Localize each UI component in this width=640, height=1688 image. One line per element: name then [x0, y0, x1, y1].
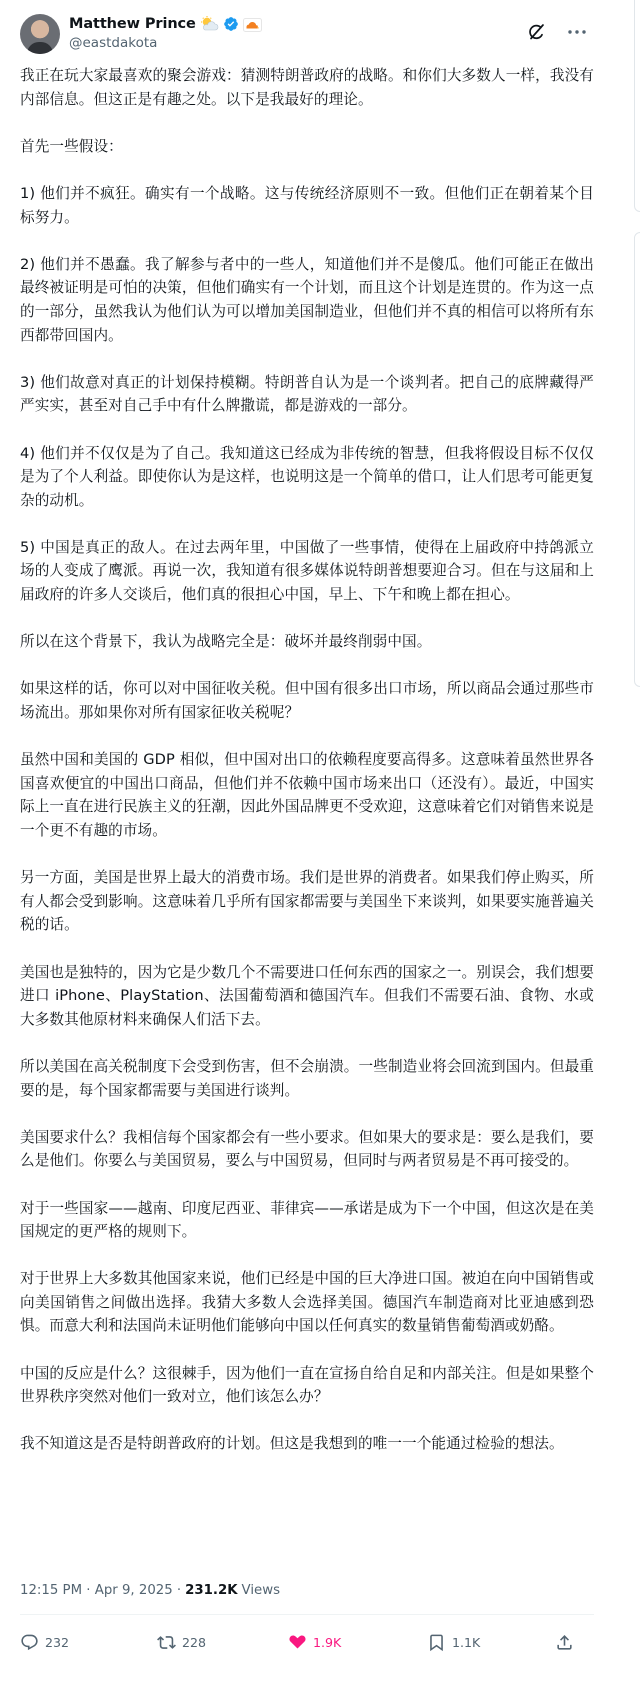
divider	[20, 1614, 594, 1615]
repost-count: 228	[182, 1634, 207, 1650]
bookmark-button[interactable]	[427, 1631, 480, 1653]
like-icon	[288, 1633, 307, 1652]
tweet-paragraph: 所以在这个背景下，我认为战略完全是：破坏并最终削弱中国。	[20, 633, 432, 651]
tweet-paragraph: 对于一些国家——越南、印度尼西亚、菲律宾——承诺是成为下一个中国，但这次是在美国规定的更严格的规则下。	[20, 1199, 594, 1241]
share-icon	[555, 1633, 574, 1652]
tweet-paragraph: 5) 中国是真正的敌人。在过去两年里，中国做了一些事情，使得在上届政府中持鸽派立场的人变成了鹰派。再说一次，我知道有很多媒体说特朗普想要迎合习。但在与这届和上届政府的许多人交谈后，他们真的很担心中国，早上、下午和晚上都在担心。	[20, 538, 594, 604]
grok-icon[interactable]	[526, 22, 546, 42]
tweet-paragraph: 中国的反应是什么？这很棘手，因为他们一直在宣扬自给自足和内部关注。但是如果整个世界秩序突然对他们一致对立，他们该怎么办？	[20, 1364, 594, 1406]
sun-behind-cloud-icon	[200, 16, 219, 32]
reply-button[interactable]	[20, 1631, 69, 1653]
tweet-paragraph: 1) 他们并不疯狂。确实有一个战略。这与传统经济原则不一致。但他们正在朝着某个目标努力。	[20, 184, 594, 226]
action-bar	[20, 1631, 594, 1653]
tweet-paragraph: 美国要求什么？我相信每个国家都会有一些小要求。但如果大的要求是：要么是我们，要么是他们。你要么与美国贸易，要么与中国贸易，但同时与两者贸易是不再可接受的。	[20, 1128, 594, 1170]
tweet-paragraph: 如果这样的话，你可以对中国征收关税。但中国有很多出口市场，所以商品会通过那些市场流出。那如果你对所有国家征收关税呢？	[20, 680, 594, 722]
reply-count: 232	[45, 1634, 70, 1650]
repost-icon	[157, 1633, 176, 1652]
reply-icon	[20, 1633, 39, 1652]
side-card	[634, 232, 640, 687]
repost-button[interactable]	[157, 1631, 206, 1653]
avatar[interactable]	[20, 14, 60, 54]
share-button[interactable]	[555, 1631, 574, 1653]
tweet-paragraph: 美国也是独特的，因为它是少数几个不需要进口任何东西的国家之一。别误会，我们想要进口 iPhone、PlayStation、法国葡萄酒和德国汽车。但我们不需要石油、食物、水或大多数其他原材料来确保人们活下去。	[20, 963, 594, 1028]
more-icon[interactable]	[566, 22, 588, 42]
tweet-meta	[20, 1580, 280, 1600]
tweet-paragraph: 对于世界上大多数其他国家来说，他们已经是中国的巨大净进口国。被迫在向中国销售或向美国销售之间做出选择。我猜大多数人会选择美国。德国汽车制造商对比亚迪感到恐惧。而意大利和法国尚未证明他们能够向中国以任何真实的数量销售葡萄酒或奶酪。	[20, 1270, 594, 1335]
tweet-paragraph: 3) 他们故意对真正的计划保持模糊。特朗普自认为是一个谈判者。把自己的底牌藏得严严实实，甚至对自己手中有什么牌撒谎，都是游戏的一部分。	[20, 373, 594, 415]
tweet-paragraph: 我正在玩大家最喜欢的聚会游戏：猜测特朗普政府的战略。和你们大多数人一样，我没有内部信息。但这正是有趣之处。以下是我最好的理论。	[20, 67, 594, 108]
tweet-header	[20, 12, 594, 58]
like-count: 1.9K	[313, 1634, 342, 1650]
tweet-paragraph: 我不知道这是否是特朗普政府的计划。但这是我想到的唯一一个能通过检验的想法。	[20, 1435, 564, 1453]
side-card	[634, 0, 640, 212]
tweet-text	[20, 64, 594, 1456]
like-button[interactable]	[288, 1631, 341, 1653]
tweet-paragraph: 4) 他们并不仅仅是为了自己。我知道这已经成为非传统的智慧，但我将假设目标不仅仅是为了个人利益。即使你认为是这样，也说明这是一个简单的借口，让人们思考可能更复杂的动机。	[20, 444, 594, 509]
verified-badge-icon[interactable]	[223, 16, 239, 32]
tweet-paragraph: 另一方面，美国是世界上最大的消费市场。我们是世界的消费者。如果我们停止购买，所有人都会受到影响。这意味着几乎所有国家都需要与美国坐下来谈判，如果要实施普遍关税的话。	[20, 869, 594, 934]
display-name[interactable]: Matthew Prince	[69, 16, 196, 32]
tweet-paragraph: 虽然中国和美国的 GDP 相似，但中国对出口的依赖程度要高得多。这意味着虽然世界各国喜欢便宜的中国出口商品，但他们并不依赖中国市场来出口（还没有）。最近，中国实际上一直在进行民族主义的狂潮，因此外国品牌更不受欢迎，这意味着它们对销售来说是一个更不有趣的市场。	[20, 751, 594, 839]
timestamp[interactable]: 12:15 PM · Apr 9, 2025 ·	[20, 1582, 182, 1598]
bookmark-icon	[427, 1633, 446, 1652]
tweet-paragraph: 2) 他们并不愚蠢。我了解参与者中的一些人，知道他们并不是傻瓜。他们可能正在做出最终被证明是可怕的决策，但他们确实有一个计划，而且这个计划是连贯的。作为这一点的一部分，虽然我认为他们认为可以增加美国制造业，但他们并不真的相信可以将所有东西都带回国内。	[20, 255, 594, 344]
name-row	[69, 14, 262, 34]
views-count: 231.2K	[185, 1582, 238, 1598]
tweet-paragraph: 所以美国在高关税制度下会受到伤害，但不会崩溃。一些制造业将会回流到国内。但最重要的是，每个国家都需要与美国进行谈判。	[20, 1057, 594, 1099]
cloudflare-logo-icon[interactable]	[243, 17, 262, 31]
bookmark-count: 1.1K	[452, 1634, 481, 1650]
handle[interactable]: @eastdakota	[69, 35, 158, 51]
side-panel-edge	[634, 0, 640, 1688]
views-label: Views	[241, 1582, 281, 1598]
tweet-paragraph: 首先一些假设：	[20, 137, 123, 155]
